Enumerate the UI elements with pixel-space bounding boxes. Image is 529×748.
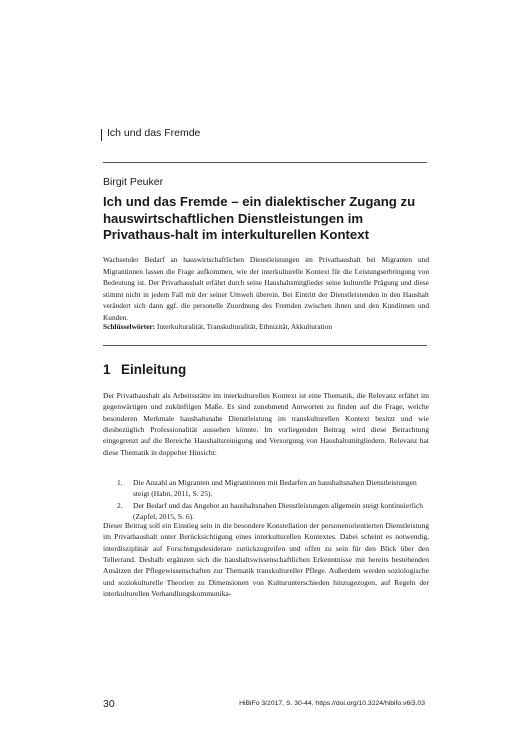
keywords: [103, 321, 429, 332]
section-number: 1: [103, 362, 111, 377]
list-item: [103, 477, 429, 500]
numbered-list: [103, 477, 429, 522]
list-item: [103, 500, 429, 523]
section-title: Einleitung: [121, 362, 187, 377]
page-number: 30: [103, 698, 115, 710]
section-heading: [103, 362, 186, 377]
list-item-number: 1.: [117, 478, 123, 487]
paragraph-text: Der Privathaushalt als Arbeitsstätte im interkulturellen Kontext ist eine Thematik, die Relevanz erfährt im gegenwärtigen und zukünftigen Maße. Es sind zunehmend Antworten zu finden auf die Frage, welche besonderen Merkmale haushaltsnahe Dienstleistung im transkulturellen Kontext besitzt und wie diesbezüglich Professionalität aussehen könnte. Im vorliegenden Beitrag wird diese Betrachtung eingegrenzt auf die Bereiche Haushaltsreinigung und Versorgung von Haushaltsmitgliedern. Relevanz hat diese Thematik in doppelter Hinsicht:: [103, 391, 429, 457]
list-item-text: Die Anzahl an Migranten und Migrantinnen mit Bedarfen an haushaltsnahen Dienstleistungen steigt (Hahn, 2011, S. 25).: [133, 478, 417, 499]
abstract: [103, 254, 429, 324]
article-title: Ich und das Fremde – ein dialektischer Zugang zu hauswirtschaftlichen Dienstleistungen im Privathaus-halt im interkulturellen Kontext: [103, 194, 416, 242]
list-item-number: 2.: [117, 500, 123, 510]
article-author: Birgit Peuker: [103, 176, 164, 188]
running-head-title: Ich und das Fremde: [107, 127, 201, 139]
top-divider: [103, 162, 427, 163]
abstract-divider: [103, 345, 427, 346]
paragraph-text: Dieser Beitrag soll ein Einstieg sein in die besondere Konstellation der personenorientierten Dienstleistung im Privathaushalt unter Berücksichtigung eines interkulturellen Kontextes. Dabei scheint es notwendig, interdisziplinär auf Forschungsdesiderate zurückzugreifen und offen zu sein für den Blick über den Tellerrand. Deshalb ergänzen sich die haushaltswissenschaftlichen Erkenntnisse mit bereits bestehenden Ansätzen der Pflegewissenschaften zur Thematik transkultureller Pflege. Außerdem werden soziologische und soziokulturelle Theorien zu Dimensionen von Kulturunterschieden hinzugezogen, auf Regeln der interkulturellen Verhandlungskommunika-: [103, 521, 429, 599]
list-item-text: Der Bedarf und das Angebot an haushaltsnahen Dienstleistungen allgemein steigt kontinuierlich (Zapfel, 2015, S. 6).: [133, 500, 424, 522]
body-paragraph-2: [103, 520, 429, 599]
running-head-bar: [101, 129, 102, 141]
keywords-list: Interkulturalität, Transkulturalität, Ethnizität, Akkulturation: [155, 322, 333, 331]
body-paragraph-1: [103, 390, 429, 458]
footer-citation: HiBiFo 3/2017, S. 30-44. https://doi.org/10.3224/hibifo.v6i3.03: [239, 700, 425, 707]
abstract-text: Wachsender Bedarf an hauswirtschaftlichen Dienstleistungen im Privathaushalt bei Migranten und Migrantinnen lassen die Frage aufkommen, wie der interkulturelle Kontext für die Leistungserbringung von Bedeutung ist. Der Privathaushalt erfährt durch seine Haushaltsmitglieder seine kulturelle Prägung und diese stimmt nicht in jedem Fall mit der seiner Umwelt überein. Bei Eintritt der Dienstleistenden in den Haushalt verändert sich dann ggf. die personelle Zuordnung des Fremden zwischen ihnen und den Kundinnen und Kunden.: [103, 255, 429, 322]
keywords-label: Schlüsselwörter:: [103, 322, 156, 331]
